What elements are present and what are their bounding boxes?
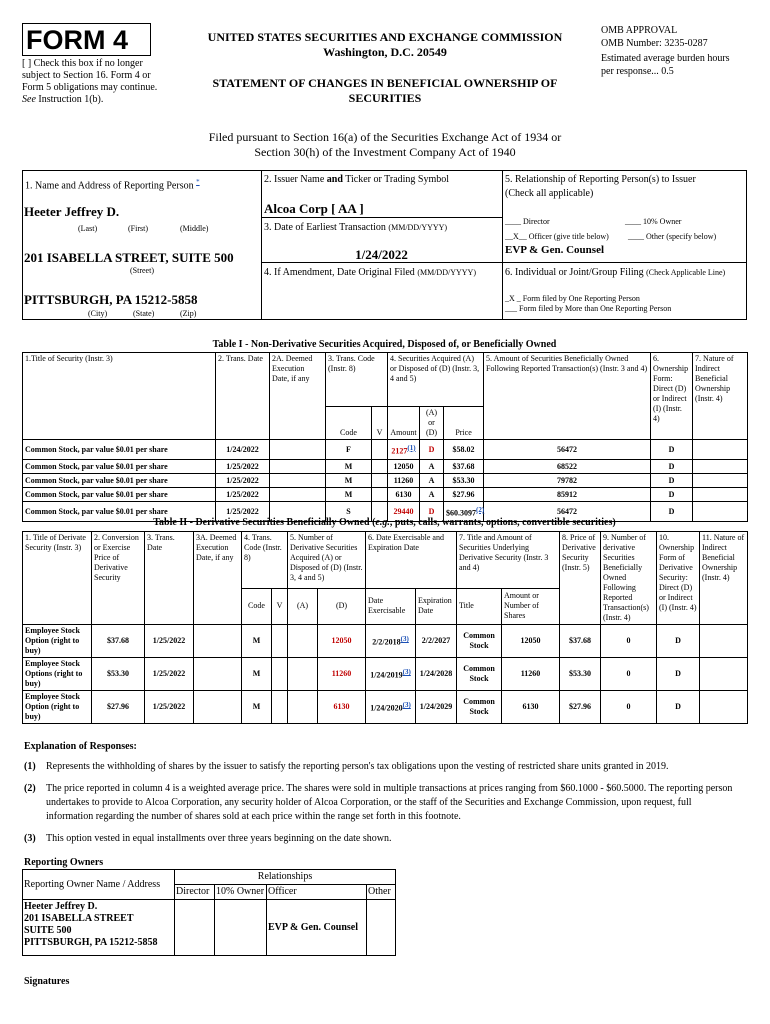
reporting-owners-heading: Reporting Owners <box>24 857 104 868</box>
table1-row <box>23 474 748 488</box>
t1-v <box>372 488 388 502</box>
issuer-name: Alcoa Corp [ AA ] <box>264 201 364 216</box>
officer-check[interactable]: __X__ Officer (give title below) <box>505 232 609 241</box>
t1-price: $53.30 <box>452 475 475 485</box>
t1-date: 1/25/2022 <box>216 502 270 522</box>
t1-deemed <box>270 474 326 488</box>
t2-deriv-price: $27.96 <box>560 691 601 724</box>
box4-format: (MM/DD/YYYY) <box>417 268 476 277</box>
ro-h-relationships: Relationships <box>175 870 396 885</box>
t2-form: D <box>657 658 700 691</box>
box2-label-a: 2. Issuer Name <box>264 174 325 185</box>
t2-h-conv: 2. Conversion or Exercise Price of Derivative Security <box>92 532 145 625</box>
reporting-person-street: 201 ISABELLA STREET, SUITE 500 <box>24 250 234 265</box>
t2-code: M <box>242 625 272 658</box>
ro-owner-cell <box>23 900 175 956</box>
table2-title-b: , puts, calls, warrants, options, convertible securities) <box>389 517 616 528</box>
t1-h-nature: 7. Nature of Indirect Beneficial Ownership (Instr. 4) <box>693 353 748 440</box>
t2-h-a: (A) <box>288 588 318 624</box>
reporting-person-name: Heeter Jeffrey D. <box>24 204 120 219</box>
omb-burden: Estimated average burden hours per response... 0.5 <box>601 53 730 77</box>
t2-under-shares: 11260 <box>502 658 560 691</box>
t1-v <box>372 460 388 474</box>
t1-price-cell <box>444 474 484 488</box>
t1-price: $60.3097 <box>446 508 477 518</box>
t1-code: M <box>326 488 372 502</box>
t2-nature <box>700 625 748 658</box>
ro-h-10pct: 10% Owner <box>215 885 267 900</box>
ro-h-officer: Officer <box>267 885 367 900</box>
t2-date-ex-cell <box>366 625 416 658</box>
t2-date: 1/25/2022 <box>145 691 194 724</box>
t1-amount: 29440 <box>393 506 414 516</box>
director-check[interactable]: ____ Director <box>505 217 550 226</box>
t1-form: D <box>651 488 693 502</box>
table2-row <box>23 658 748 691</box>
explanation-text: This option vested in equal installments over three years beginning on the date shown. <box>46 833 392 844</box>
t1-owned: 56472 <box>484 502 651 522</box>
label-last: (Last) <box>78 224 98 233</box>
t2-deriv-price: $53.30 <box>560 658 601 691</box>
table1-title: Table I - Non-Derivative Securities Acquired, Disposed of, or Beneficially Owned <box>212 339 557 350</box>
box4-label-text: 4. If Amendment, Date Original Filed <box>264 267 415 278</box>
t1-h-code-sub: Code <box>326 407 372 440</box>
t1-h-title: 1.Title of Security (Instr. 3) <box>23 353 216 440</box>
t1-code: S <box>326 502 372 522</box>
label-state: (State) <box>133 309 155 318</box>
t1-title: Common Stock, par value $0.01 per share <box>23 502 216 522</box>
table2-title-a: Table II - Derivative Securities Beneficially Owned ( <box>153 517 376 528</box>
table1-row <box>23 440 748 460</box>
ro-owner-addr1: 201 ISABELLA STREET <box>24 913 134 924</box>
earliest-transaction-date: 1/24/2022 <box>355 247 408 262</box>
ro-director-cell <box>175 900 215 956</box>
reporting-owners-table <box>22 869 396 956</box>
t2-h-title-sub: Title <box>457 588 502 624</box>
reporting-person-city: PITTSBURGH, PA 15212-5858 <box>24 292 198 307</box>
t1-code: F <box>326 440 372 460</box>
explanation-num: (1) <box>24 761 36 772</box>
ro-owner-name: Heeter Jeffrey D. <box>24 901 98 912</box>
t2-h-d: (D) <box>318 588 366 624</box>
box3-label-text: 3. Date of Earliest Transaction <box>264 222 386 233</box>
agency-location: Washington, D.C. 20549 <box>323 45 447 59</box>
box6-sub: (Check Applicable Line) <box>646 268 726 277</box>
ro-h-director: Director <box>175 885 215 900</box>
signatures-heading: Signatures <box>24 976 70 987</box>
t1-amount: 6130 <box>395 489 412 499</box>
t2-deemed <box>194 625 242 658</box>
t1-amount: 12050 <box>393 461 414 471</box>
explanation-text: The price reported in column 4 is a weighted average price. The shares were sold in multiple transactions at prices ranging from $60.1000 - $60.5000. The reporting person undertakes to provide to Alcoa Corporation, any security holder of Alcoa Corporation, or the staff of the Securities and Exchange Commission, upon request, full information regarding the number of shares sold at each price within the range set forth in this footnote. <box>46 783 733 822</box>
t2-h-amt-shares: Amount or Number of Shares <box>502 588 560 624</box>
table2-row <box>23 691 748 724</box>
t1-form: D <box>651 440 693 460</box>
t2-h-date: 3. Trans. Date <box>145 532 194 625</box>
t2-date-ex-cell <box>366 691 416 724</box>
t1-amount-cell <box>388 488 420 502</box>
t2-code: M <box>242 691 272 724</box>
t1-nature <box>693 460 748 474</box>
t1-date: 1/25/2022 <box>216 488 270 502</box>
t1-h-price: Price <box>444 407 484 440</box>
explanation-num: (3) <box>24 833 36 844</box>
box4-label <box>264 267 476 279</box>
t2-under-shares: 12050 <box>502 625 560 658</box>
t1-price-cell <box>444 488 484 502</box>
t2-owned: 0 <box>601 658 657 691</box>
t1-amount: 11260 <box>393 475 414 485</box>
t2-h-code: 4. Trans. Code (Instr. 8) <box>242 532 288 589</box>
t2-title: Employee Stock Options (right to buy) <box>23 658 92 691</box>
t2-nature <box>700 691 748 724</box>
t1-form: D <box>651 474 693 488</box>
check-box-notice <box>22 58 172 106</box>
t2-conv-price: $53.30 <box>92 658 145 691</box>
t2-code: M <box>242 658 272 691</box>
t2-date-ex: 1/24/2020 <box>370 703 403 713</box>
label-street: (Street) <box>130 266 154 275</box>
t2-under-shares: 6130 <box>502 691 560 724</box>
t2-ex-footnote-link[interactable]: (3) <box>402 701 411 710</box>
t1-price: $27.96 <box>452 489 475 499</box>
t2-date-ex-cell <box>366 658 416 691</box>
t2-date: 1/25/2022 <box>145 658 194 691</box>
instruction-ref: Instruction 1(b). <box>38 94 104 105</box>
t2-deemed <box>194 691 242 724</box>
t1-owned: 85912 <box>484 488 651 502</box>
table1-row <box>23 488 748 502</box>
t2-h-owned: 9. Number of derivative Securities Beneficially Owned Following Reported Transaction(s) (Instr. 4) <box>601 532 657 625</box>
see-word: See <box>22 94 36 105</box>
t2-exp: 1/24/2028 <box>416 658 457 691</box>
filed-pursuant-line-2: Section 30(h) of the Investment Company Act of 1940 <box>254 145 516 159</box>
box6-label <box>505 267 725 279</box>
t2-conv-price: $37.68 <box>92 625 145 658</box>
ro-other-cell <box>367 900 396 956</box>
t2-h-date-ex: Date Exercisable <box>366 588 416 624</box>
check-box-text: [ ] Check this box if no longer subject to Section 16. Form 4 or Form 5 obligations may continue. <box>22 58 158 93</box>
t1-price: $37.68 <box>452 461 475 471</box>
explanation-num: (2) <box>24 783 36 794</box>
ro-officer-title: EVP & Gen. Counsel <box>267 900 367 956</box>
t1-h-form: 6. Ownership Form: Direct (D) or Indirect (I) (Instr. 4) <box>651 353 693 440</box>
box1-label <box>25 176 200 192</box>
t1-h-deemed: 2A. Deemed Execution Date, if any <box>270 353 326 440</box>
t1-date: 1/24/2022 <box>216 440 270 460</box>
table1-row <box>23 460 748 474</box>
t2-h-form: 10. Ownership Form of Derivative Security: Direct (D) or Indirect (I) (Instr. 4) <box>657 532 700 625</box>
filing-one-person[interactable]: _X _ Form filed by One Reporting Person <box>505 294 640 303</box>
t2-form: D <box>657 691 700 724</box>
t2-exp: 2/2/2027 <box>416 625 457 658</box>
t2-v <box>272 625 288 658</box>
t1-amount-cell <box>388 460 420 474</box>
table2-title <box>22 517 747 529</box>
t1-code: M <box>326 460 372 474</box>
t1-deemed <box>270 488 326 502</box>
box2-label <box>264 174 449 186</box>
t2-under-title: Common Stock <box>457 691 502 724</box>
t1-nature <box>693 474 748 488</box>
t2-d: 12050 <box>318 625 366 658</box>
t2-deemed <box>194 658 242 691</box>
form-title: FORM 4 <box>26 25 129 55</box>
table2-title-eg: e.g. <box>375 517 390 528</box>
t1-h-date: 2. Trans. Date <box>216 353 270 440</box>
t1-h-amount: Amount <box>388 407 420 440</box>
t2-conv-price: $27.96 <box>92 691 145 724</box>
box3-label <box>264 222 447 234</box>
t2-date-ex: 2/2/2018 <box>372 637 401 647</box>
t1-footnote-link[interactable]: (1) <box>407 443 416 452</box>
table2-row <box>23 625 748 658</box>
t2-owned: 0 <box>601 625 657 658</box>
t2-title: Employee Stock Option (right to buy) <box>23 691 92 724</box>
box2-label-b: Ticker or Trading Symbol <box>345 174 450 185</box>
t1-h-owned: 5. Amount of Securities Beneficially Owned Following Reported Transaction(s) (Instr. 3 and 4) <box>484 353 651 440</box>
t2-ex-footnote-link[interactable]: (3) <box>402 668 411 677</box>
t2-h-nature: 11. Nature of Indirect Beneficial Ownership (Instr. 4) <box>700 532 748 625</box>
explanation-item <box>24 782 740 824</box>
explanation-list <box>24 760 740 854</box>
box1-label-text: 1. Name and Address of Reporting Person <box>25 180 194 192</box>
t2-date-ex: 1/24/2019 <box>370 670 403 680</box>
t2-d: 11260 <box>318 658 366 691</box>
t2-deriv-price: $37.68 <box>560 625 601 658</box>
filing-more-persons[interactable]: ___ Form filed by More than One Reporting Person <box>505 304 672 313</box>
omb-approval: OMB APPROVAL <box>601 25 678 36</box>
agency-name: UNITED STATES SECURITIES AND EXCHANGE COMMISSION <box>207 30 563 44</box>
ten-pct-owner-check[interactable]: ____ 10% Owner <box>625 217 682 226</box>
t1-amount-cell <box>388 440 420 460</box>
table2 <box>22 531 748 724</box>
t1-owned: 79782 <box>484 474 651 488</box>
t1-price: $58.02 <box>452 444 475 454</box>
t2-h-number: 5. Number of Derivative Securities Acquired (A) or Disposed of (D) (Instr. 3, 4 and 5) <box>288 532 366 589</box>
t1-owned: 56472 <box>484 440 651 460</box>
t2-a <box>288 658 318 691</box>
explanation-item <box>24 760 740 774</box>
t2-ex-footnote-link[interactable]: (3) <box>400 635 409 644</box>
t1-price-footnote-link[interactable]: (2) <box>476 505 485 514</box>
t2-h-exp: Expiration Date <box>416 588 457 624</box>
t1-deemed <box>270 440 326 460</box>
t1-price-cell <box>444 440 484 460</box>
t2-v <box>272 691 288 724</box>
t1-date: 1/25/2022 <box>216 474 270 488</box>
t1-title: Common Stock, par value $0.01 per share <box>23 440 216 460</box>
box5-sub: (Check all applicable) <box>505 188 594 199</box>
t2-title: Employee Stock Option (right to buy) <box>23 625 92 658</box>
t1-price-cell <box>444 460 484 474</box>
ro-owner-addr2: SUITE 500 <box>24 925 72 936</box>
t1-aord: D <box>420 440 444 460</box>
t2-h-title: 1. Title of Derivate Security (Instr. 3) <box>23 532 92 625</box>
t1-title: Common Stock, par value $0.01 per share <box>23 460 216 474</box>
t2-d: 6130 <box>318 691 366 724</box>
t1-aord: D <box>420 502 444 522</box>
t1-h-v: V <box>372 407 388 440</box>
explanation-item <box>24 832 740 846</box>
t2-h-price: 8. Price of Derivative Security (Instr. 5) <box>560 532 601 625</box>
label-first: (First) <box>128 224 148 233</box>
t1-aord: A <box>420 488 444 502</box>
t1-title: Common Stock, par value $0.01 per share <box>23 488 216 502</box>
t1-nature <box>693 488 748 502</box>
t1-aord: A <box>420 474 444 488</box>
box2-label-and: and <box>326 174 343 185</box>
t1-h-code: 3. Trans. Code (Instr. 8) <box>326 353 388 407</box>
t2-under-title: Common Stock <box>457 625 502 658</box>
explanation-text: Represents the withholding of shares by the issuer to satisfy the reporting person's tax obligations upon the vesting of restricted share units granted in 2019. <box>46 761 669 772</box>
t2-under-title: Common Stock <box>457 658 502 691</box>
t1-h-acquired: 4. Securities Acquired (A) or Disposed of (D) (Instr. 3, 4 and 5) <box>388 353 484 407</box>
t1-deemed <box>270 460 326 474</box>
officer-title: EVP & Gen. Counsel <box>505 244 605 256</box>
ro-h-name: Reporting Owner Name / Address <box>23 870 175 900</box>
label-zip: (Zip) <box>180 309 197 318</box>
t2-h-code-sub: Code <box>242 588 272 624</box>
ro-owner-addr3: PITTSBURGH, PA 15212-5858 <box>24 937 158 948</box>
label-city: (City) <box>88 309 108 318</box>
explanation-heading: Explanation of Responses: <box>24 741 137 752</box>
box6-label-text: 6. Individual or Joint/Group Filing <box>505 267 644 278</box>
t1-date: 1/25/2022 <box>216 460 270 474</box>
label-middle: (Middle) <box>180 224 209 233</box>
t2-v <box>272 658 288 691</box>
table1 <box>22 352 748 522</box>
t1-code: M <box>326 474 372 488</box>
box3-format: (MM/DD/YYYY) <box>388 223 448 232</box>
t1-nature <box>693 440 748 460</box>
t1-v <box>372 440 388 460</box>
filed-pursuant-line-1: Filed pursuant to Section 16(a) of the Securities Exchange Act of 1934 or <box>208 130 562 144</box>
t1-v <box>372 474 388 488</box>
t2-h-deemed: 3A. Deemed Execution Date, if any <box>194 532 242 625</box>
t2-nature <box>700 658 748 691</box>
ro-h-other: Other <box>367 885 396 900</box>
t2-h-exercisable: 6. Date Exercisable and Expiration Date <box>366 532 457 589</box>
ro-10pct-cell <box>215 900 267 956</box>
t2-h-underlying: 7. Title and Amount of Securities Underlying Derivative Security (Instr. 3 and 4) <box>457 532 560 589</box>
t1-form: D <box>651 460 693 474</box>
t2-a <box>288 691 318 724</box>
t2-form: D <box>657 625 700 658</box>
t1-form: D <box>651 502 693 522</box>
t1-amount-cell <box>388 474 420 488</box>
t2-exp: 1/24/2029 <box>416 691 457 724</box>
t1-owned: 68522 <box>484 460 651 474</box>
t2-a <box>288 625 318 658</box>
t2-owned: 0 <box>601 691 657 724</box>
t2-h-v: V <box>272 588 288 624</box>
t1-aord: A <box>420 460 444 474</box>
other-check[interactable]: ____ Other (specify below) <box>628 232 717 241</box>
t1-title: Common Stock, par value $0.01 per share <box>23 474 216 488</box>
t2-date: 1/25/2022 <box>145 625 194 658</box>
omb-number: OMB Number: 3235-0287 <box>601 38 708 49</box>
t1-h-aord: (A) or (D) <box>420 407 444 440</box>
t1-amount: 2127 <box>391 446 408 456</box>
statement-title: STATEMENT OF CHANGES IN BENEFICIAL OWNERSHIP OF SECURITIES <box>212 76 558 105</box>
box5-label: 5. Relationship of Reporting Person(s) to Issuer <box>505 174 696 185</box>
box1-star-link[interactable]: * <box>196 178 200 186</box>
